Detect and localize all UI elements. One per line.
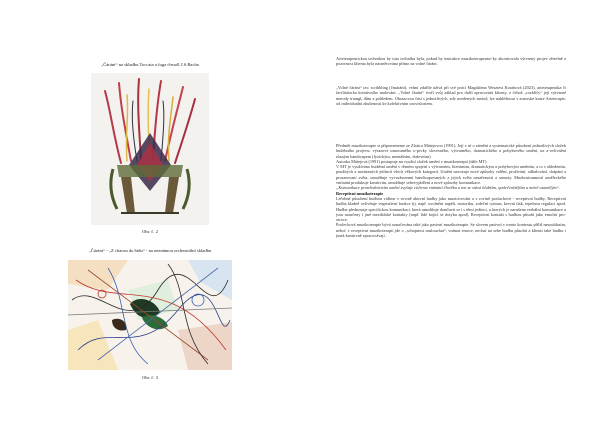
paragraph-8: Poslechová muzikoterapie bývá označována také jako pasivní muzikoterapie. Se slovem pasivní v tomto kontextu příliš nesouhlasím, neboť v receptivní muzikoterapii jde o „schopnost naslouchat“, vnímat emoce, nechat na sebe hudbu působit a klienti také hudbu i jinak kreativně zpracovávají. — [336, 222, 566, 239]
paragraph-1: Arteterapeutickou technikou by tuto techniku byla, pokud by instrukce muzikoterapeuta/-ky akcentovala výtvarný projev zřetelně a pozornost klienta byla nasměrována přímo na volné čáráni. — [336, 56, 566, 67]
paragraph-3: Předmět muzikoterapie si připomeneme ze Zlatica Mátejovou (1991). Její v ní o zámění a systematické působení jednotlivých složek hudebního projevu: výrazové umoruměho o-prvky slovesného, výtvarného, dramatického a pohybového umění, na a-ovlivnění různým handicapem (fyzickým, mentálním, duševním). — [336, 143, 566, 159]
figure-3-label: Obr. č. 3 — [142, 375, 158, 380]
figure-2-drawing — [91, 73, 209, 225]
paragraph-2: „Volné čáráni“ tzv. scribbling (čmárání), velmi zdařile užívá při své práci Magdalena Wesztest Korabová (2023), arteterapeutka či facilitátorka kreativního malování. „Volné čáráni“ tvoří svůj základ pro další zpracování klienty, z čehož „rozklíčy“ její výtvarné metody triangl, dům a pohledem. Obrazovou část s jednotlivých, zde uvedených metod, lze nahlédnout v autorské knize Arteterapie, od individuální zkušenosti ke kolektivním souvislostem. — [336, 85, 566, 106]
paragraph-intro — [336, 56, 566, 67]
figure-2-label: Obr. č. 2 — [142, 229, 158, 234]
paragraph-7: Léčebné působení hudbou vidíme v rovině aktivní hudby jako muzicírování a v rovině posluchové - receptivní hudby. Receptivní hudba kladně ovlivňuje vegetativní funkce (tj. např. uvolnění napětí, motoriku, srdeční rytmus, krevní tlak, tepelnou regulaci apod. Hudba přednosuje specifickou komunikaci, která umožňuje domluvit se i s těmi jedinci, u kterých je narušena verbální komunikace a jsou naručeny i jiné mezilidské kontakty (např. lidé bojící se dotyku apod). Receptivní kontakt s hudbou působí jako emoční pro-otroce. — [336, 195, 566, 223]
paragraph-5: V MT je využíváno hudební umění v těsném spojení s výtvarném, literárním, dramatickým a pohybovým uměním, a to s ohledením, použitých a navázaných jedinců všech věkových kategorií. Umění navozuje nové způsoby vidění, prožívání, odhalování, chápání a prozarovaní světa, umožňuje vyvozbozenní handicapovaných z jejich světa nezařenosti a samoty. Mnohostranností uměleckého vnímání produkuje kreativitu, umožňuje sebevyjádření a nové způsoby komunikace. — [336, 164, 566, 186]
figure-3-drawing — [68, 260, 232, 370]
figure-2-caption: „Čáráni“ na skladbu Toccata a fuga d-moll J.S.Bacha — [101, 62, 199, 67]
paragraph-4: Autorka Mátejová (1991) postupuje na využití složek umění v muzikoterapii (dále MT). — [336, 158, 488, 164]
paragraph-scribbling — [336, 85, 566, 106]
section-heading-receptive: Receptivní muzikoterapie — [336, 190, 384, 196]
quote-paragraph: „Komunikace prostřednictvím umění zvyšuje citlivost vnímání člověka a ten se stává hlubším, společenštějším a méně osamělým“. — [336, 185, 561, 191]
figure-3-caption: „Čáráni“ - „Z chaosu do řádu“ - na neznámou orchestrální skladbu — [88, 248, 212, 253]
section-muzikoterapie — [336, 143, 566, 238]
